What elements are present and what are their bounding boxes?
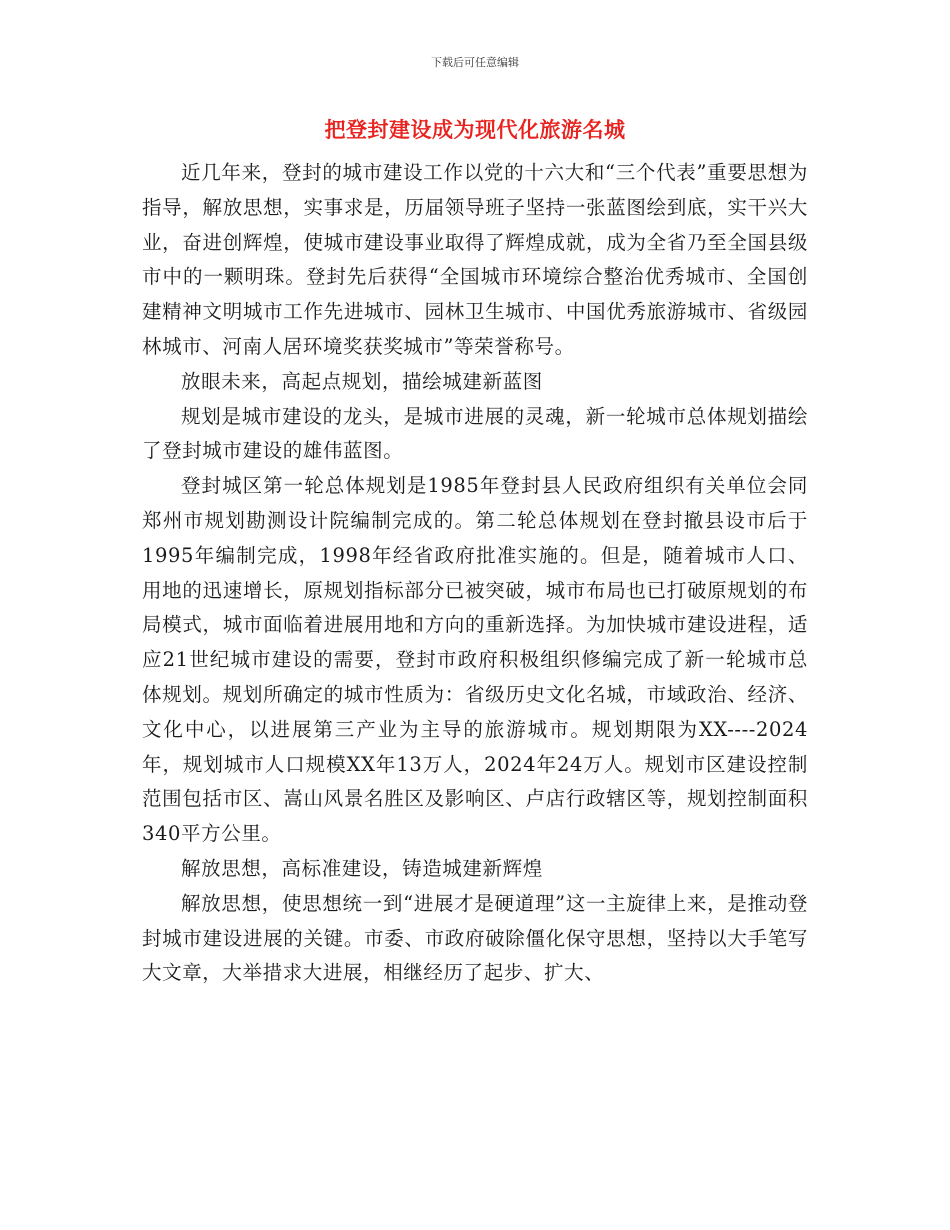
page-title: 把登封建设成为现代化旅游名城 — [324, 118, 626, 142]
paragraph-planning-detail: 登封城区第一轮总体规划是1985年登封县人民政府组织有关单位会同郑州市规划勘测设计院编制完成的。第二轮总体规划在登封撤县设市后于1995年编制完成，1998年经省政府批准实施的。但是，随着城市人口、用地的迅速增长，原规划指标部分已被突破，城市布局也已打破原规划的布局模式，城市面临着进展用地和方向的重新选择。为加快城市建设进程，适应21世纪城市建设的需要，登封市政府积极组织修编完成了新一轮城市总体规划。规划所确定的城市性质为：省级历史文化名城，市域政治、经济、文化中心，以进展第三产业为主导的旅游城市。规划期限为XX----2024年，规划城市人口规模XX年13万人，2024年24万人。规划市区建设控制范围包括市区、嵩山风景名胜区及影响区、卢店行政辖区等，规划控制面积340平方公里。 — [142, 474, 808, 846]
paragraph-construction: 解放思想，使思想统一到“进展才是硬道理”这一主旋律上来，是推动登封城市建设进展的关键。市委、市政府破除僵化保守思想，坚持以大手笔写大文章，大举措求大进展，相继经历了起步、扩大、 — [142, 891, 808, 985]
paragraph-planning-summary: 规划是城市建设的龙头，是城市进展的灵魂，新一轮城市总体规划描绘了登封城市建设的雄伟蓝图。 — [142, 404, 808, 463]
section-heading-construction: 解放思想，高标准建设，铸造城建新辉煌 — [181, 856, 543, 880]
paragraph-intro: 近几年来，登封的城市建设工作以党的十六大和“三个代表”重要思想为指导，解放思想，实事求是，历届领导班子坚持一张蓝图绘到底，实干兴大业，奋进创辉煌，使城市建设事业取得了辉煌成就，成为全省乃至全国县级市中的一颗明珠。登封先后获得“全国城市环境综合整治优秀城市、全国创建精神文明城市工作先进城市、园林卫生城市、中国优秀旅游城市、省级园林城市、河南人居环境奖获奖城市”等荣誉称号。 — [142, 161, 808, 358]
header-note: 下载后可任意编辑 — [431, 56, 519, 69]
document-body — [142, 156, 808, 991]
section-heading-planning: 放眼未来，高起点规划，描绘城建新蓝图 — [181, 369, 543, 393]
